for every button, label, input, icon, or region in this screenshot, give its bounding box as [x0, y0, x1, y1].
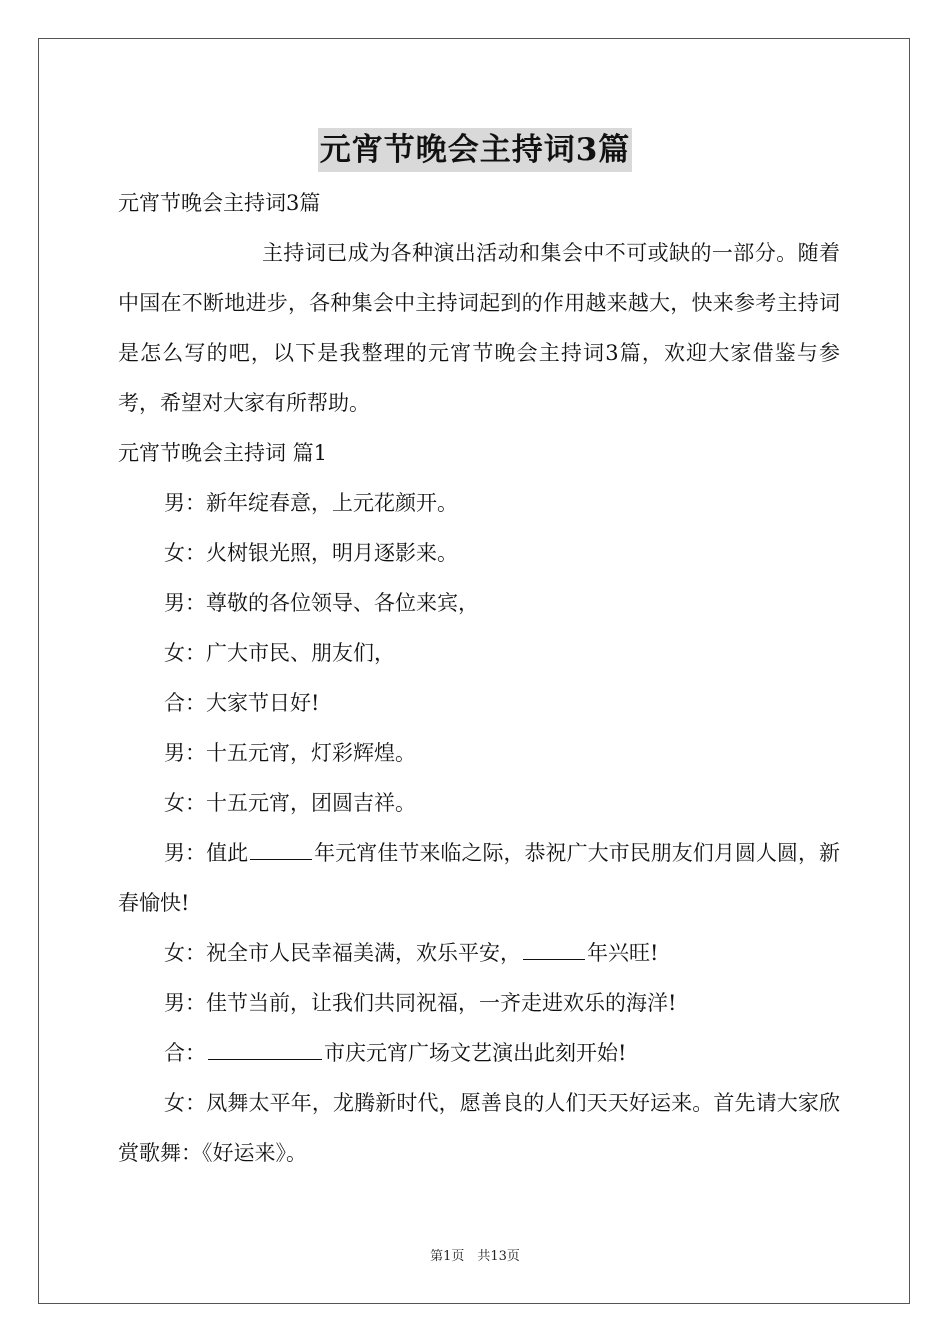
dialogue-text: 市庆元宵广场文艺演出此刻开始!	[324, 1041, 627, 1065]
dialogue-text: 合：	[164, 1041, 206, 1065]
dialogue-text: 男：值此	[164, 841, 249, 865]
dialogue-line: 女：广大市民、朋友们，	[164, 641, 395, 665]
dialogue-line	[118, 1028, 840, 1078]
dialogue-paragraph: 女：凤舞太平年，龙腾新时代，愿善良的人们天天好运来。首先请大家欣赏歌舞：《好运来》。	[118, 1091, 840, 1165]
dialogue-line: 男：尊敬的各位领导、各位来宾，	[164, 591, 479, 615]
document-title: 元宵节晚会主持词3篇	[318, 128, 633, 172]
dialogue-line: 男：佳节当前，让我们共同祝福，一齐走进欢乐的海洋!	[164, 991, 677, 1015]
fill-in-blank	[250, 829, 312, 860]
fill-in-blank	[523, 929, 585, 960]
dialogue-line: 男：新年绽春意，上元花颜开。	[164, 491, 458, 515]
intro-paragraph: 主持词已成为各种演出活动和集会中不可或缺的一部分。随着中国在不断地进步，各种集会中主持词起到的作用越来越大，快来参考主持词是怎么写的吧，以下是我整理的元宵节晚会主持词3篇，欢迎大家借鉴与参考，希望对大家有所帮助。	[118, 241, 840, 415]
dialogue-line: 男：十五元宵，灯彩辉煌。	[164, 741, 416, 765]
dialogue-paragraph	[118, 828, 840, 928]
document-body	[118, 178, 840, 1178]
dialogue-line	[118, 928, 840, 978]
page-footer: 第1页 共13页	[430, 1249, 520, 1264]
fill-in-blank	[208, 1029, 322, 1060]
dialogue-line: 女：火树银光照，明月逐影来。	[164, 541, 458, 565]
document-subtitle: 元宵节晚会主持词3篇	[118, 191, 321, 215]
dialogue-line: 女：十五元宵，团圆吉祥。	[164, 791, 416, 815]
section-heading: 元宵节晚会主持词 篇1	[118, 441, 328, 465]
dialogue-text: 年元宵佳节来临之际，恭祝广大市民朋友们月圆人圆，新春愉快!	[118, 841, 841, 915]
dialogue-line: 合：大家节日好!	[164, 691, 320, 715]
title-container	[0, 128, 950, 172]
dialogue-text: 女：祝全市人民幸福美满，欢乐平安，	[164, 941, 521, 965]
dialogue-text: 年兴旺!	[587, 941, 659, 965]
